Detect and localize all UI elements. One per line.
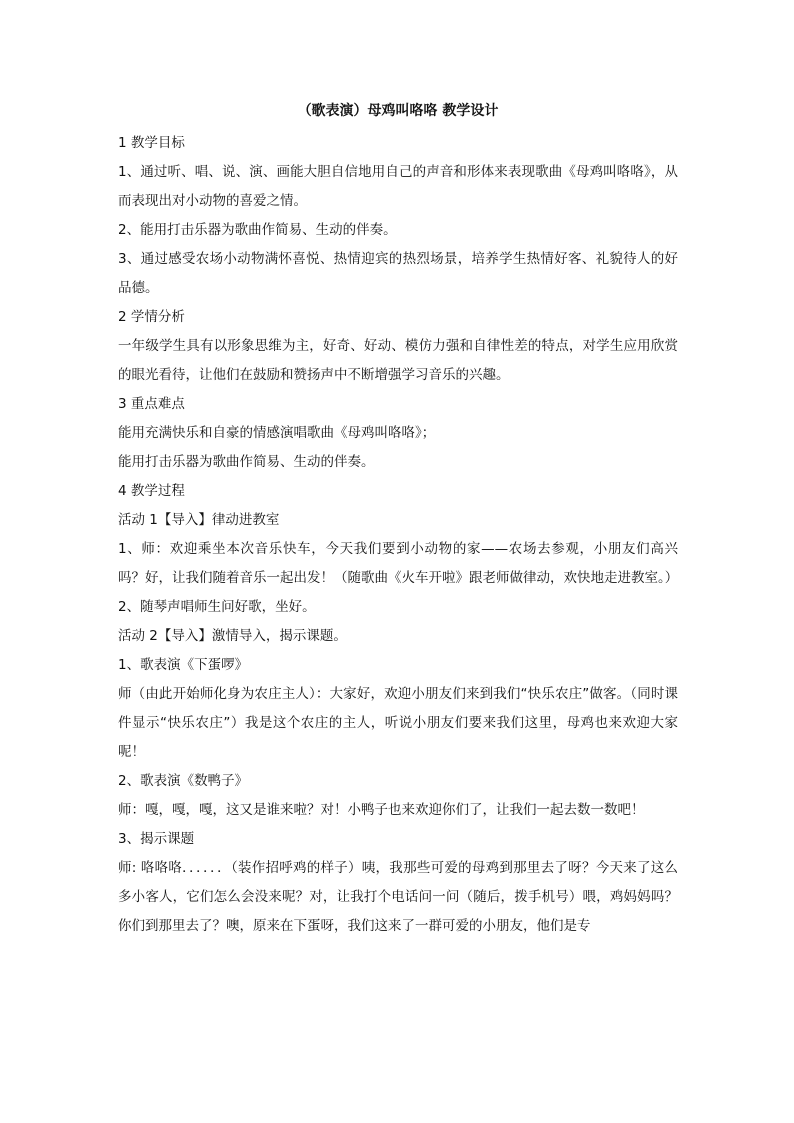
activity-1-step-2: 2、随琴声唱师生问好歌，坐好。	[118, 599, 316, 615]
activity-2-step-2: 2、歌表演《数鸭子》	[118, 773, 249, 789]
activity-2-step-1: 1、歌表演《下蛋啰》	[118, 657, 249, 673]
activity-2-step-1-text: 师（由此开始师化身为农庄主人）：大家好，欢迎小朋友们来到我们“快乐农庄”做客。（同时课件显示“快乐农庄”）我是这个农庄的主人，听说小朋友们要来我们这里，母鸡也来欢迎大家呢！	[118, 686, 678, 760]
section-heading-process: 4 教学过程	[118, 483, 185, 499]
key-point-2: 能用打击乐器为歌曲作简易、生动的伴奏。	[118, 454, 375, 470]
activity-1-heading: 活动 1【导入】律动进教室	[118, 512, 280, 528]
section-heading-analysis: 2 学情分析	[118, 309, 185, 325]
document-title: （歌表演）母鸡叫咯咯 教学设计	[297, 103, 499, 119]
activity-2-step-3: 3、揭示课题	[118, 831, 195, 847]
document-page	[118, 100, 678, 941]
key-point-1: 能用充满快乐和自豪的情感演唱歌曲《母鸡叫咯咯》；	[118, 425, 436, 441]
activity-2-step-3-text: 师: 咯咯咯．．．．．．（装作招呼鸡的样子）咦，我那些可爱的母鸡到那里去了呀？今天来了这么多小客人，它们怎么会没来呢？对，让我打个电话问一问（随后，拨手机号）喂，鸡妈妈吗？你们到那里去了？噢，原来在下蛋呀，我们这来了一群可爱的小朋友，他们是专	[118, 860, 678, 934]
section-heading-objectives: 1 教学目标	[118, 135, 185, 151]
objective-2: 2、能用打击乐器为歌曲作简易、生动的伴奏。	[118, 222, 397, 238]
analysis-text: 一年级学生具有以形象思维为主，好奇、好动、模仿力强和自律性差的特点，对学生应用欣赏的眼光看待，让他们在鼓励和赞扬声中不断增强学习音乐的兴趣。	[118, 338, 678, 383]
activity-2-step-2-text: 师：嘎，嘎，嘎，这又是谁来啦？对！小鸭子也来欢迎你们了，让我们一起去数一数吧！	[118, 802, 645, 818]
activity-1-step-1: 1、师：欢迎乘坐本次音乐快车，今天我们要到小动物的家——农场去参观，小朋友们高兴吗？好，让我们随着音乐一起出发！（随歌曲《火车开啦》跟老师做律动，欢快地走进教室。）	[118, 541, 679, 586]
activity-2-heading: 活动 2【导入】激情导入，揭示课题。	[118, 628, 347, 644]
objective-3: 3、通过感受农场小动物满怀喜悦、热情迎宾的热烈场景，培养学生热情好客、礼貌待人的好品德。	[118, 251, 678, 296]
objective-1: 1、通过听、唱、说、演、画能大胆自信地用自己的声音和形体来表现歌曲《母鸡叫咯咯》，从而表现出对小动物的喜爱之情。	[118, 164, 678, 209]
section-heading-key-points: 3 重点难点	[118, 396, 185, 412]
